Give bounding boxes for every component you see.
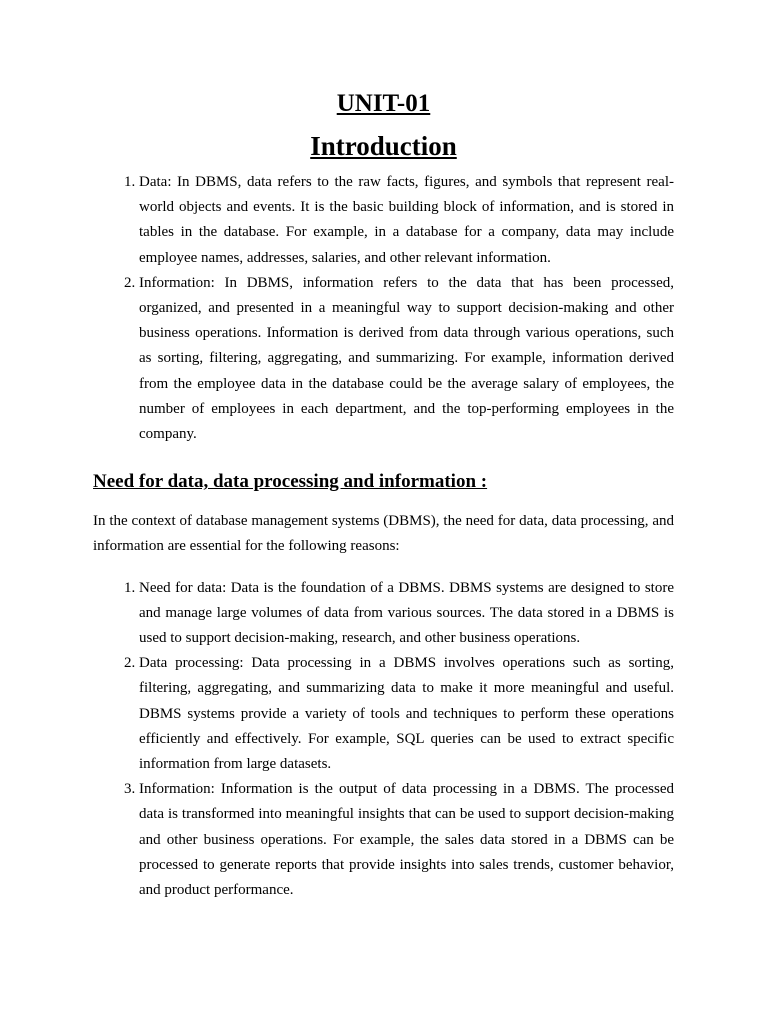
needs-list <box>93 576 674 904</box>
chapter-title: Introduction <box>310 131 457 161</box>
list-item-data-definition: 1. Data: In DBMS, data refers to the raw facts, figures, and symbols that represent real-world objects and events. It is the basic building block of information, and is stored in tables in the database. For example, in a database for a company, data may include employee names, addresses, salaries, and other relevant information. <box>139 170 674 271</box>
section-heading: Need for data, data processing and information : <box>93 471 488 493</box>
list-item-need-for-data: 1. Need for data: Data is the foundation of a DBMS. DBMS systems are designed to store and manage large volumes of data from various sources. The data stored in a DBMS is used to support decision-making, research, and other business operations. <box>139 576 674 652</box>
unit-title: UNIT-01 <box>336 90 431 117</box>
list-item-data-processing: 2. Data processing: Data processing in a DBMS involves operations such as sorting, filtering, aggregating, and summarizing data to make it more meaningful and useful. DBMS systems provide a variety of tools and techniques to perform these operations efficiently and effectively. For example, SQL queries can be used to extract specific information from large datasets. <box>139 651 674 777</box>
list-item-information-definition: 2. Information: In DBMS, information refers to the data that has been processed, organized, and presented in a meaningful way to support decision-making and other business operations. Information is derived from data through various operations, such as sorting, filtering, aggregating, and summarizing. For example, information derived from the employee data in the database could be the average salary of employees, the number of employees in each department, and the top-performing employees in the company. <box>139 271 674 447</box>
section-intro-paragraph: In the context of database management systems (DBMS), the need for data, data processing, and information are essential for the following reasons: <box>93 513 674 555</box>
list-item-information: 3. Information: Information is the output of data processing in a DBMS. The processed data is transformed into meaningful insights that can be used to support decision-making and other business operations. For example, the sales data stored in a DBMS can be processed to generate reports that provide insights into sales trends, customer behavior, and product performance. <box>139 777 674 903</box>
document-page <box>93 86 674 903</box>
intro-definition-list <box>93 170 674 447</box>
